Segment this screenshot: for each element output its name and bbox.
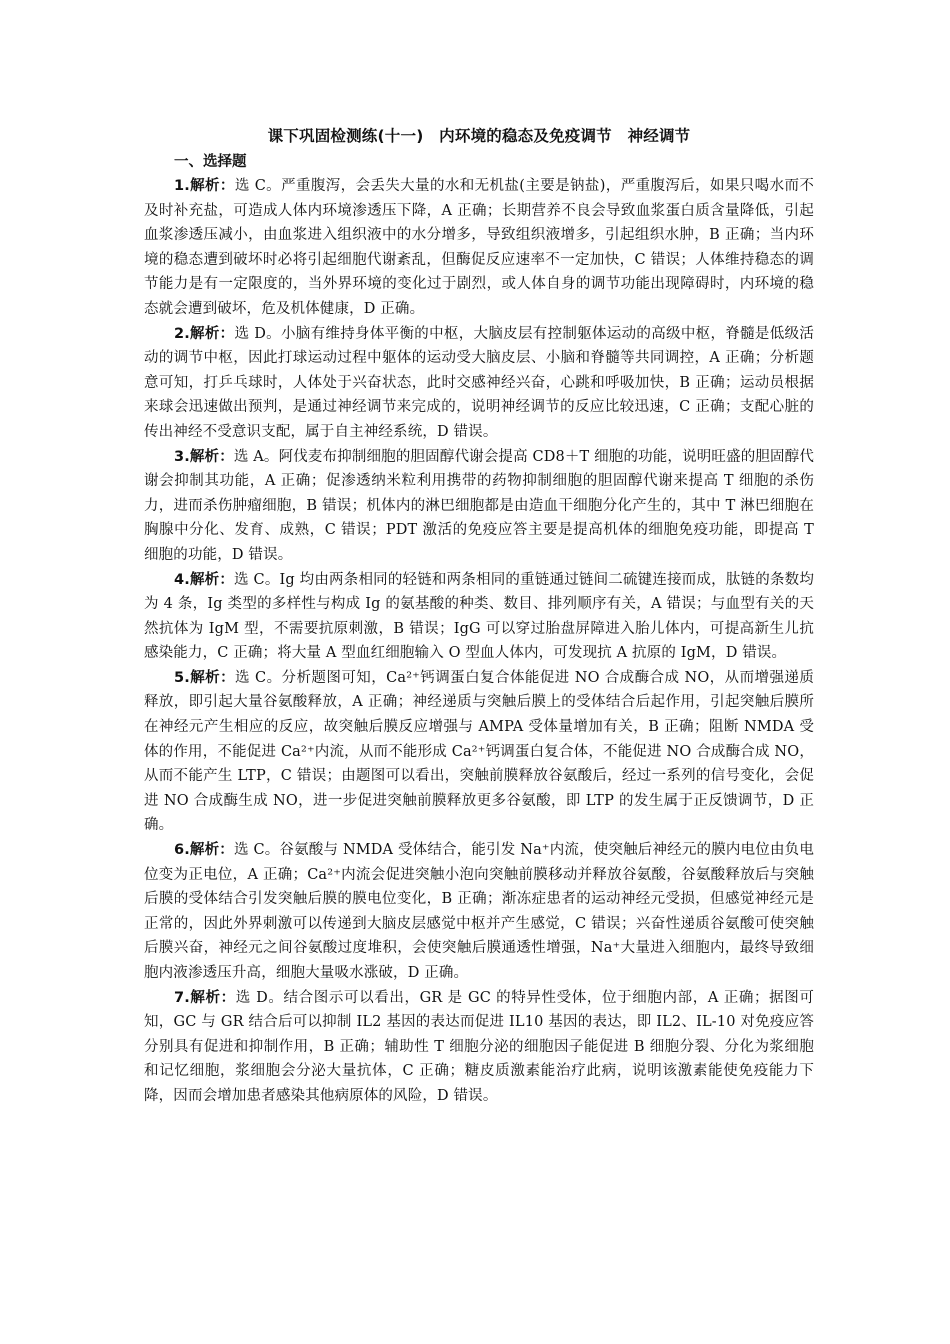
- answer-text: 选 D。结合图示可以看出，GR 是 GC 的特异性受体，位于细胞内部，A 正确；据图可知，GC 与 GR 结合后可以抑制 IL2 基因的表达而促进 IL10 基因的表达，即 IL2、IL-10 对免疫应答分别具有促进和抑制作用，B 正确；辅助性 T 细胞分泌的细胞因子能促进 B 细胞分裂、分化为浆细胞和记忆细胞，浆细胞会分泌大量抗体，C 正确；糖皮质激素能治疗此病，说明该激素能使免疫能力下降，因而会增加患者感染其他病原体的风险，D 错误。: [144, 989, 814, 1104]
- answer-label: 3.解析：: [174, 448, 234, 465]
- answer-text: 选 C。谷氨酸与 NMDA 受体结合，能引发 Na⁺内流，使突触后神经元的膜内电位由负电位变为正电位，A 正确；Ca²⁺内流会促进突触小泡向突触前膜移动并释放谷氨酸，谷氨酸释放后与突触后膜的受体结合引发突触后膜的膜电位变化，B 正确；渐冻症患者的运动神经元受损，但感觉神经元是正常的，因此外界刺激可以传递到大脑皮层感觉中枢并产生感觉，C 错误；兴奋性递质谷氨酸可使突触后膜兴奋，神经元之间谷氨酸过度堆积，会使突触后膜通透性增强，Na⁺大量进入细胞内，最终导致细胞内液渗透压升高，细胞大量吸水涨破，D 正确。: [144, 842, 814, 981]
- answer-text: 选 D。小脑有维持身体平衡的中枢，大脑皮层有控制躯体运动的高级中枢，脊髓是低级活动的调节中枢，因此打球运动过程中躯体的运动受大脑皮层、小脑和脊髓等共同调控，A 正确；分析题意可知，打乒乓球时，人体处于兴奋状态，此时交感神经兴奋，心跳和呼吸加快，B 正确；运动员根据来球会迅速做出预判，是通过神经调节来完成的，说明神经调节的反应比较迅速，C 正确；支配心脏的传出神经不受意识支配，属于自主神经系统，D 错误。: [144, 325, 814, 440]
- answer-paragraph-7: [144, 986, 814, 1109]
- answer-text: 选 C。分析题图可知，Ca²⁺钙调蛋白复合体能促进 NO 合成酶合成 NO，从而增强递质释放，即引起大量谷氨酸释放，A 正确；神经递质与突触后膜上的受体结合后起作用，引起突触后膜所在神经元产生相应的反应，故突触后膜反应增强与 AMPA 受体量增加有关，B 正确；阻断 NMDA 受体的作用，不能促进 Ca²⁺内流，从而不能形成 Ca²⁺钙调蛋白复合体，不能促进 NO 合成酶合成 NO，从而不能产生 LTP，C 错误；由题图可以看出，突触前膜释放谷氨酸后，经过一系列的信号变化，会促进 NO 合成酶生成 NO，进一步促进突触前膜释放更多谷氨酸，即 LTP 的发生属于正反馈调节，D 正确。: [144, 669, 815, 834]
- section-heading: 一、选择题: [174, 154, 247, 170]
- answer-label: 7.解析：: [174, 989, 236, 1006]
- answer-paragraph-2: [144, 322, 814, 445]
- answer-label: 5.解析：: [174, 669, 236, 686]
- document-page: [144, 124, 814, 1109]
- answer-text: 选 C。Ig 均由两条相同的轻链和两条相同的重链通过链间二硫键连接而成，肽链的条数均为 4 条，Ig 类型的多样性与构成 Ig 的氨基酸的种类、数目、排列顺序有关，A 错误；与血型有关的天然抗体为 IgM 型，不需要抗原刺激，B 错误；IgG 可以穿过胎盘屏障进入胎儿体内，可提高新生儿抗感染能力，C 正确；将大量 A 型血红细胞输入 O 型血人体内，可发现抗 A 抗原的 IgM，D 错误。: [144, 571, 814, 662]
- answer-label: 2.解析：: [174, 325, 235, 342]
- answer-label: 6.解析：: [174, 842, 234, 859]
- answer-paragraph-1: [144, 174, 814, 322]
- answer-text: 选 A。阿伐麦布抑制细胞的胆固醇代谢会提高 CD8＋T 细胞的功能，说明旺盛的胆固醇代谢会抑制其功能，A 正确；促渗透纳米粒利用携带的药物抑制细胞的胆固醇代谢来提高 T 细胞的杀伤力，进而杀伤肿瘤细胞，B 错误；机体内的淋巴细胞都是由造血干细胞分化产生的，其中 T 淋巴细胞在胸腺中分化、发育、成熟，C 错误；PDT 激活的免疫应答主要是提高机体的细胞免疫功能，即提高 T 细胞的功能，D 错误。: [144, 448, 814, 563]
- document-title: 课下巩固检测练(十一) 内环境的稳态及免疫调节 神经调节: [267, 127, 691, 145]
- answer-text: 选 C。严重腹泻，会丢失大量的水和无机盐(主要是钠盐)，严重腹泻后，如果只喝水而不及时补充盐，可造成人体内环境渗透压下降，A 正确；长期营养不良会导致血浆蛋白质含量降低，引起血浆渗透压减小，由血浆进入组织液中的水分增多，导致组织液增多，引起组织水肿，B 正确；当内环境的稳态遭到破坏时必将引起细胞代谢紊乱，但酶促反应速率不一定加快，C 错误；人体维持稳态的调节能力是有一定限度的，当外界环境的变化过于剧烈，或人体自身的调节功能出现障碍时，内环境的稳态就会遭到破坏，危及机体健康，D 正确。: [144, 178, 814, 317]
- answer-label: 1.解析：: [174, 178, 235, 194]
- answer-label: 4.解析：: [174, 571, 235, 588]
- answer-paragraph-5: [144, 666, 814, 838]
- answer-paragraph-6: [144, 838, 814, 986]
- answer-paragraph-4: [144, 568, 814, 666]
- answer-paragraph-3: [144, 445, 814, 568]
